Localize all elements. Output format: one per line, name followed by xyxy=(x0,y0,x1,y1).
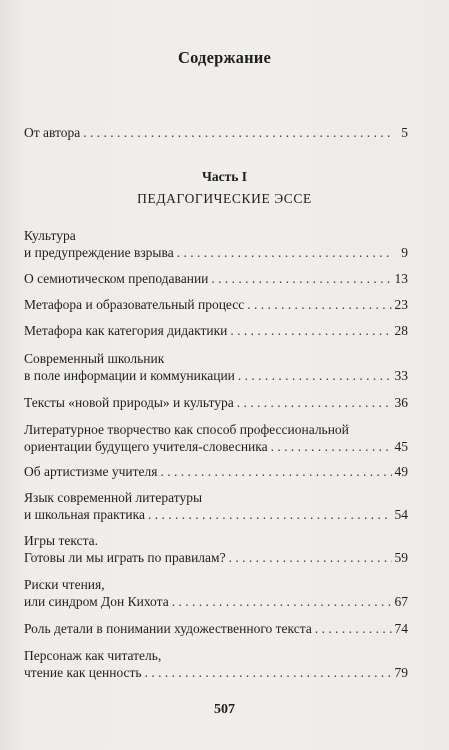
toc-entry-first-line: Литературное творчество как способ профессиональной xyxy=(24,422,349,437)
toc-entry xyxy=(24,322,408,339)
leader-dots xyxy=(172,593,392,610)
toc-page-number: 59 xyxy=(394,550,408,565)
toc-page-number: 45 xyxy=(394,439,408,454)
page-number: 507 xyxy=(214,702,235,717)
toc-page-number: 36 xyxy=(394,395,408,410)
toc-entry xyxy=(24,576,408,610)
contents-title: Содержание xyxy=(177,48,272,67)
toc-entry-first-line: Игры текста. xyxy=(24,533,99,548)
toc-entry-text: От автора xyxy=(24,125,81,140)
toc-page-number: 54 xyxy=(394,507,408,522)
toc-entry-text: Метафора и образовательный процесс xyxy=(24,297,245,312)
toc-entry xyxy=(24,647,408,681)
toc-entry-text: Готовы ли мы играть по правилам? xyxy=(24,550,226,565)
toc-page-number: 28 xyxy=(394,323,408,338)
toc-entry-text: Роль детали в понимании художественного текста xyxy=(24,621,312,636)
toc-entry xyxy=(24,620,408,637)
toc-entry-text: Об артистизме учителя xyxy=(24,464,158,479)
leader-dots xyxy=(211,270,391,287)
toc-page-number: 23 xyxy=(394,297,408,312)
leader-dots xyxy=(271,438,392,455)
toc-entry xyxy=(24,296,408,313)
toc-page-number: 13 xyxy=(394,271,408,286)
toc-page-number: 79 xyxy=(394,665,408,680)
toc-page-number: 49 xyxy=(394,464,408,479)
toc-entry-text: в поле информации и коммуникации xyxy=(24,368,235,383)
toc-page-number: 74 xyxy=(394,621,408,636)
toc-entry-text: и предупреждение взрыва xyxy=(24,245,174,260)
toc-entry-text: или синдром Дон Кихота xyxy=(24,594,169,609)
toc-entry-preface xyxy=(24,124,408,141)
leader-dots xyxy=(315,620,392,637)
toc-entry-text: О семиотическом преподавании xyxy=(24,271,209,286)
toc-entry xyxy=(24,489,408,523)
leader-dots xyxy=(177,244,393,261)
toc-entry-first-line: Персонаж как читатель, xyxy=(24,648,162,663)
leader-dots xyxy=(237,394,392,411)
leader-dots xyxy=(83,124,393,141)
toc-page-number: 9 xyxy=(401,245,408,260)
toc-entry xyxy=(24,227,408,261)
toc-entry xyxy=(24,270,408,287)
toc-page-number: 5 xyxy=(401,125,408,140)
toc-entry-text: и школьная практика xyxy=(24,507,145,522)
toc-entry-first-line: Культура xyxy=(24,228,76,243)
toc-entry xyxy=(24,463,408,480)
toc-entry-first-line: Современный школьник xyxy=(24,351,165,366)
toc-entry-text: чтение как ценность xyxy=(24,665,142,680)
toc-entry-first-line: Риски чтения, xyxy=(24,577,105,592)
toc-entry xyxy=(24,394,408,411)
toc-entry-text: Тексты «новой природы» и культура xyxy=(24,395,234,410)
leader-dots xyxy=(247,296,391,313)
leader-dots xyxy=(238,367,392,384)
toc-entry xyxy=(24,421,408,455)
toc-entry-first-line: Язык современной литературы xyxy=(24,490,203,505)
toc-entry-text: Метафора как категория дидактики xyxy=(24,323,228,338)
part-title: ПЕДАГОГИЧЕСКИЕ ЭССЕ xyxy=(137,191,312,206)
toc-page-number: 67 xyxy=(394,594,408,609)
toc-entry xyxy=(24,350,408,384)
toc-page-number: 33 xyxy=(394,368,408,383)
leader-dots xyxy=(230,322,391,339)
toc-entry xyxy=(24,532,408,566)
leader-dots xyxy=(148,506,392,523)
leader-dots xyxy=(145,664,392,681)
leader-dots xyxy=(160,463,391,480)
leader-dots xyxy=(229,549,392,566)
part-label: Часть I xyxy=(201,169,248,184)
toc-entry-text: ориентации будущего учителя-словесника xyxy=(24,439,268,454)
